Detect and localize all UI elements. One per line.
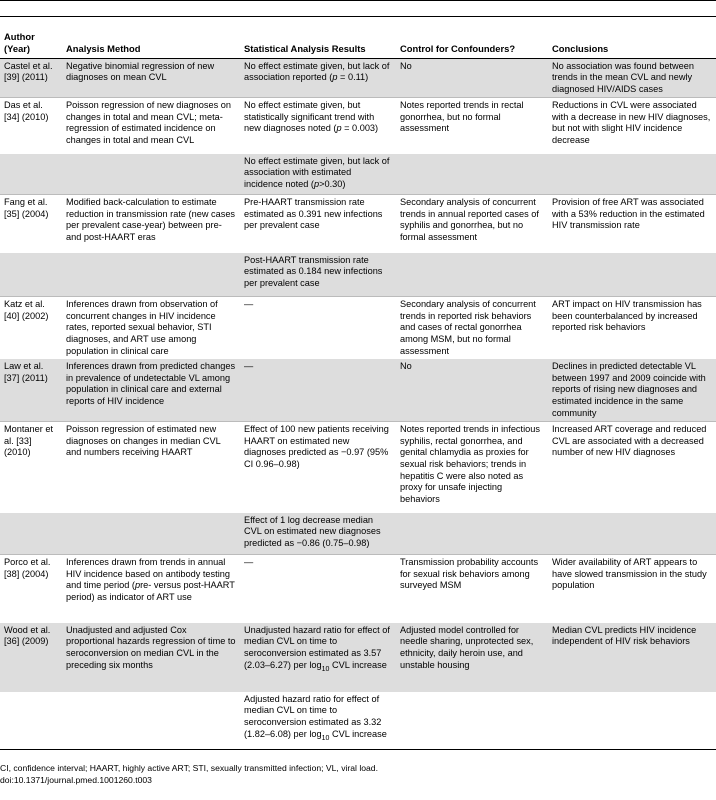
- cell-results: No effect estimate given, but statistically significant trend with new diagnoses noted (p = 0.003): [240, 98, 396, 154]
- cell-confounders: Secondary analysis of concurrent trends in reported risk behaviors and cases of rectal gonorrhea among MSM, but no formal assessment: [396, 297, 548, 359]
- cell-confounders: Notes reported trends in rectal gonorrhea, but no formal assessment: [396, 98, 548, 154]
- header-author: Author (Year): [0, 22, 62, 58]
- top-rule: [0, 0, 716, 1]
- cell-author: [0, 692, 62, 750]
- cell-method: [62, 692, 240, 750]
- cell-author: [0, 154, 62, 195]
- cell-results: No effect estimate given, but lack of association reported (p = 0.11): [240, 58, 396, 98]
- cell-conclusions: Increased ART coverage and reduced CVL are associated with a decreased number of new HIV diagnoses: [548, 422, 716, 513]
- cell-conclusions: ART impact on HIV transmission has been counterbalanced by increased reported risk behaviors: [548, 297, 716, 359]
- cell-method: Poisson regression of estimated new diagnoses on changes in median CVL and numbers receiving HAART: [62, 422, 240, 513]
- cell-method: Inferences drawn from predicted changes in prevalence of undetectable VL among population in clinical care and external reports of HIV incidence: [62, 359, 240, 421]
- table-row: [0, 692, 716, 750]
- cell-confounders: Secondary analysis of concurrent trends in annual reported cases of syphilis and gonorrhea, but no formal assessment: [396, 195, 548, 253]
- cell-confounders: Notes reported trends in infectious syphilis, rectal gonorrhea, and genital chlamydia as proxies for sexual risk behaviors; trends in hepatitis C were also noted as proxy for unsafe injecting behaviors: [396, 422, 548, 513]
- results-table: [0, 22, 716, 750]
- cell-results: —: [240, 297, 396, 359]
- cell-method: [62, 253, 240, 297]
- cell-method: Negative binomial regression of new diagnoses on mean CVL: [62, 58, 240, 98]
- cell-conclusions: No association was found between trends in the mean CVL and newly diagnosed HIV/AIDS cases: [548, 58, 716, 98]
- cell-confounders: No: [396, 58, 548, 98]
- cell-author: Montaner et al. [33] (2010): [0, 422, 62, 513]
- cell-results: Effect of 1 log decrease median CVL on estimated new diagnoses predicted as −0.86 (0.75–0.98): [240, 513, 396, 555]
- table-row: [0, 623, 716, 692]
- cell-confounders: [396, 513, 548, 555]
- cell-confounders: Adjusted model controlled for needle sharing, unprotected sex, ethnicity, daily heroin use, and unstable housing: [396, 623, 548, 692]
- table-row: [0, 195, 716, 253]
- cell-method: Inferences drawn from trends in annual HIV incidence based on antibody testing and time period (pre- versus post-HAART period) as indicator of ART use: [62, 555, 240, 623]
- header-row: [0, 22, 716, 58]
- header-top-rule: [0, 16, 716, 17]
- table-body: [0, 58, 716, 750]
- cell-conclusions: [548, 154, 716, 195]
- cell-conclusions: [548, 692, 716, 750]
- table-row: [0, 253, 716, 297]
- table-footnote: CI, confidence interval; HAART, highly active ART; STI, sexually transmitted infection; VL, viral load.: [0, 763, 378, 773]
- cell-conclusions: [548, 513, 716, 555]
- header-conclusions: Conclusions: [548, 22, 716, 58]
- cell-author: Wood et al. [36] (2009): [0, 623, 62, 692]
- cell-method: [62, 513, 240, 555]
- cell-confounders: [396, 154, 548, 195]
- cell-method: Unadjusted and adjusted Cox proportional hazards regression of time to seroconversion on median CVL in the preceding six months: [62, 623, 240, 692]
- cell-method: Modified back-calculation to estimate reduction in transmission rate (new cases per prevalent case-year) between pre- and post-HAART eras: [62, 195, 240, 253]
- cell-author: Katz et al. [40] (2002): [0, 297, 62, 359]
- table-row: [0, 359, 716, 421]
- cell-author: Porco et al. [38] (2004): [0, 555, 62, 623]
- header-results: Statistical Analysis Results: [240, 22, 396, 58]
- cell-results: Post-HAART transmission rate estimated as 0.184 new infections per prevalent case: [240, 253, 396, 297]
- table-row: [0, 555, 716, 623]
- cell-results: Unadjusted hazard ratio for effect of median CVL on time to seroconversion estimated as 3.57 (2.03–6.27) per $\log_{10}$ CVL increase: [240, 623, 396, 692]
- header-method: Analysis Method: [62, 22, 240, 58]
- cell-results: —: [240, 359, 396, 421]
- cell-results: Effect of 100 new patients receiving HAART on estimated new diagnoses predicted as −0.97 (95% CI 0.96–0.98): [240, 422, 396, 513]
- cell-author: Castel et al. [39] (2011): [0, 58, 62, 98]
- cell-conclusions: Wider availability of ART appears to have slowed transmission in the study population: [548, 555, 716, 623]
- table-row: [0, 513, 716, 555]
- cell-author: Das et al. [34] (2010): [0, 98, 62, 154]
- cell-confounders: No: [396, 359, 548, 421]
- cell-conclusions: [548, 253, 716, 297]
- table-row: [0, 98, 716, 154]
- header-confounders: Control for Confounders?: [396, 22, 548, 58]
- cell-confounders: Transmission probability accounts for sexual risk behaviors among surveyed MSM: [396, 555, 548, 623]
- cell-method: Inferences drawn from observation of concurrent changes in HIV incidence rates, reported sexual behavior, STI diagnoses, and ART use among population in clinical care: [62, 297, 240, 359]
- cell-results: Adjusted hazard ratio for effect of median CVL on time to seroconversion estimated as 3.32 (1.82–6.08) per $\log_{10}$ CVL increase: [240, 692, 396, 750]
- cell-conclusions: Declines in predicted detectable VL between 1997 and 2009 coincide with reports of rising new diagnoses and estimated incidence in the same community: [548, 359, 716, 421]
- cell-results: No effect estimate given, but lack of association with estimated incidence noted (p>0.30): [240, 154, 396, 195]
- cell-confounders: [396, 253, 548, 297]
- cell-author: Law et al. [37] (2011): [0, 359, 62, 421]
- cell-results: —: [240, 555, 396, 623]
- table-doi: doi:10.1371/journal.pmed.1001260.t003: [0, 775, 152, 785]
- cell-author: [0, 253, 62, 297]
- cell-conclusions: Provision of free ART was associated with a 53% reduction in the estimated HIV transmission rate: [548, 195, 716, 253]
- cell-results: Pre-HAART transmission rate estimated as 0.391 new infections per prevalent case: [240, 195, 396, 253]
- cell-author: Fang et al. [35] (2004): [0, 195, 62, 253]
- cell-confounders: [396, 692, 548, 750]
- table-row: [0, 297, 716, 359]
- cell-author: [0, 513, 62, 555]
- cell-conclusions: Median CVL predicts HIV incidence independent of HIV risk behaviors: [548, 623, 716, 692]
- table-row: [0, 154, 716, 195]
- table-row: [0, 422, 716, 513]
- cell-conclusions: Reductions in CVL were associated with a decrease in new HIV diagnoses, but not with slight HIV incidence decrease: [548, 98, 716, 154]
- cell-method: [62, 154, 240, 195]
- table-row: [0, 58, 716, 98]
- cell-method: Poisson regression of new diagnoses on changes in total and mean CVL; meta-regression of estimated incidence on changes in total and mean CVL: [62, 98, 240, 154]
